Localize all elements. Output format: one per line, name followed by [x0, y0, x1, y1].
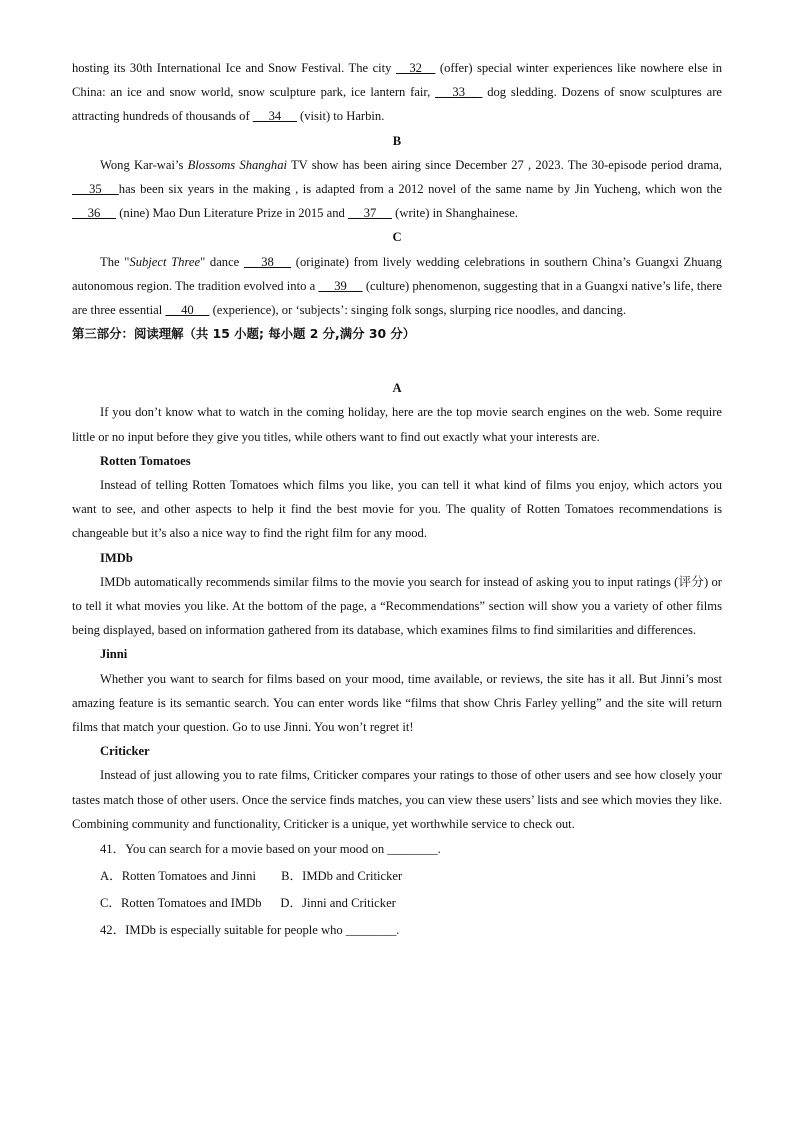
document-page	[72, 56, 722, 944]
section-b-letter: B	[392, 133, 402, 148]
answer-blank: __38__	[243, 254, 292, 269]
answer-blank: __37__	[347, 206, 393, 221]
site-text-criticker: Instead of just allowing you to rate films, Criticker compares your ratings to those of other users and see how closely your tastes match those of other users. Once the service finds matches, you can view these users’ lists and see which movies they like. Combining community and functionality, Criticker is a unique, yet worthwhile service to check out.	[72, 768, 722, 831]
question-41-options-row1: A．Rotten Tomatoes and Jinni B．IMDb and Criticker	[100, 869, 403, 884]
section-c-letter: C	[392, 230, 402, 245]
italic-title: Blossoms Shanghai	[187, 157, 287, 172]
answer-blank: __40__	[165, 303, 210, 318]
section-c-paragraph	[72, 250, 722, 323]
answer-blank: __35__	[72, 182, 119, 197]
answer-blank: 32	[395, 61, 436, 75]
site-text-jinni: Whether you want to search for films based on your mood, time available, or reviews, the site has it all. But Jinni’s most amazing feature is its semantic search. You can enter words like “films that show Chris Farley yelling” and the site will return films that match your question. Go to use Jinni. You won’t regret it!	[72, 671, 722, 735]
text-run: hosting its 30th International Ice and Snow Festival. The city	[72, 61, 396, 75]
text-run: Wong Kar-wai’s	[100, 157, 188, 172]
text-run: (offer) special winter experiences like nowhere else in China: an ice and snow world, snow sculpture park, ice lantern fair,	[72, 61, 723, 100]
question-41-options-row2: C．Rotten Tomatoes and IMDb D．Jinni and Criticker	[100, 896, 396, 911]
text-run: (experience), or ‘subjects’: singing folk songs, slurping rice noodles, and dancing.	[209, 303, 626, 318]
answer-blank: __33__	[435, 85, 483, 100]
italic-title: Subject Three	[129, 254, 201, 269]
part3-heading: 第三部分：阅读理解（共 15 小题; 每小题 2 分,满分 30 分）	[72, 326, 416, 342]
site-text-rotten-tomatoes: Instead of telling Rotten Tomatoes which films you like, you can tell it what kind of films you enjoy, which actors you want to see, and other aspects to help it find the best movie for you. The quality of Rotten Tomatoes recommendations is changeable but it’s also a nice way to find the right film for any mood.	[72, 478, 722, 541]
section-b-paragraph	[72, 153, 722, 226]
text-run: " dance	[200, 254, 244, 269]
text-run: (write) in Shanghainese.	[392, 206, 518, 221]
text-run: (originate) from lively wedding celebrations in southern China’s Guangxi Zhuang autonomous region. The tradition evolved into a	[72, 254, 722, 293]
passage-top-paragraph	[72, 56, 722, 129]
site-name-imdb: IMDb	[100, 550, 133, 565]
text-run: The "	[100, 254, 130, 269]
site-name-rotten-tomatoes: Rotten Tomatoes	[100, 453, 191, 468]
site-name-criticker: Criticker	[100, 744, 150, 759]
spacer	[72, 346, 722, 376]
text-run: (culture) phenomenon, suggesting that in a Guangxi native’s life, there are three essential	[72, 278, 723, 318]
site-name-jinni: Jinni	[100, 647, 128, 662]
text-run: (visit) to Harbin.	[296, 109, 385, 124]
site-text-imdb: IMDb automatically recommends similar films to the movie you search for instead of asking you to input ratings (评分) or to tell it what movies you like. At the bottom of the page, a “Recommendations” section will show you a variety of other films being displayed, based on information gathered from its database, which examines films to find similarities and differences.	[72, 574, 722, 638]
text-run: dog sledding. Dozens of snow sculptures are attracting hundreds of thousands of	[72, 85, 722, 124]
text-run: has been six years in the making , is adapted from a 2012 novel of the same name by Jin Yucheng, which won the	[118, 182, 723, 197]
text-run: (nine) Mao Dun Literature Prize in 2015 and	[116, 206, 348, 221]
question-42-stem: 42．IMDb is especially suitable for people who ________.	[100, 923, 400, 938]
reading-a-intro: If you don’t know what to watch in the coming holiday, here are the top movie search engines on the web. Some require little or no input before they give you titles, while others want to find out exactly what your interests are.	[72, 405, 722, 444]
answer-blank: __39__	[318, 278, 363, 293]
question-41-stem: 41．You can search for a movie based on your mood on ________.	[100, 842, 441, 857]
text-run: TV show has been airing since December 27 , 2023. The 30-episode period drama,	[287, 157, 723, 172]
answer-blank: __36__	[72, 206, 117, 221]
reading-a-letter: A	[392, 381, 402, 396]
answer-blank: __34__	[252, 109, 297, 124]
